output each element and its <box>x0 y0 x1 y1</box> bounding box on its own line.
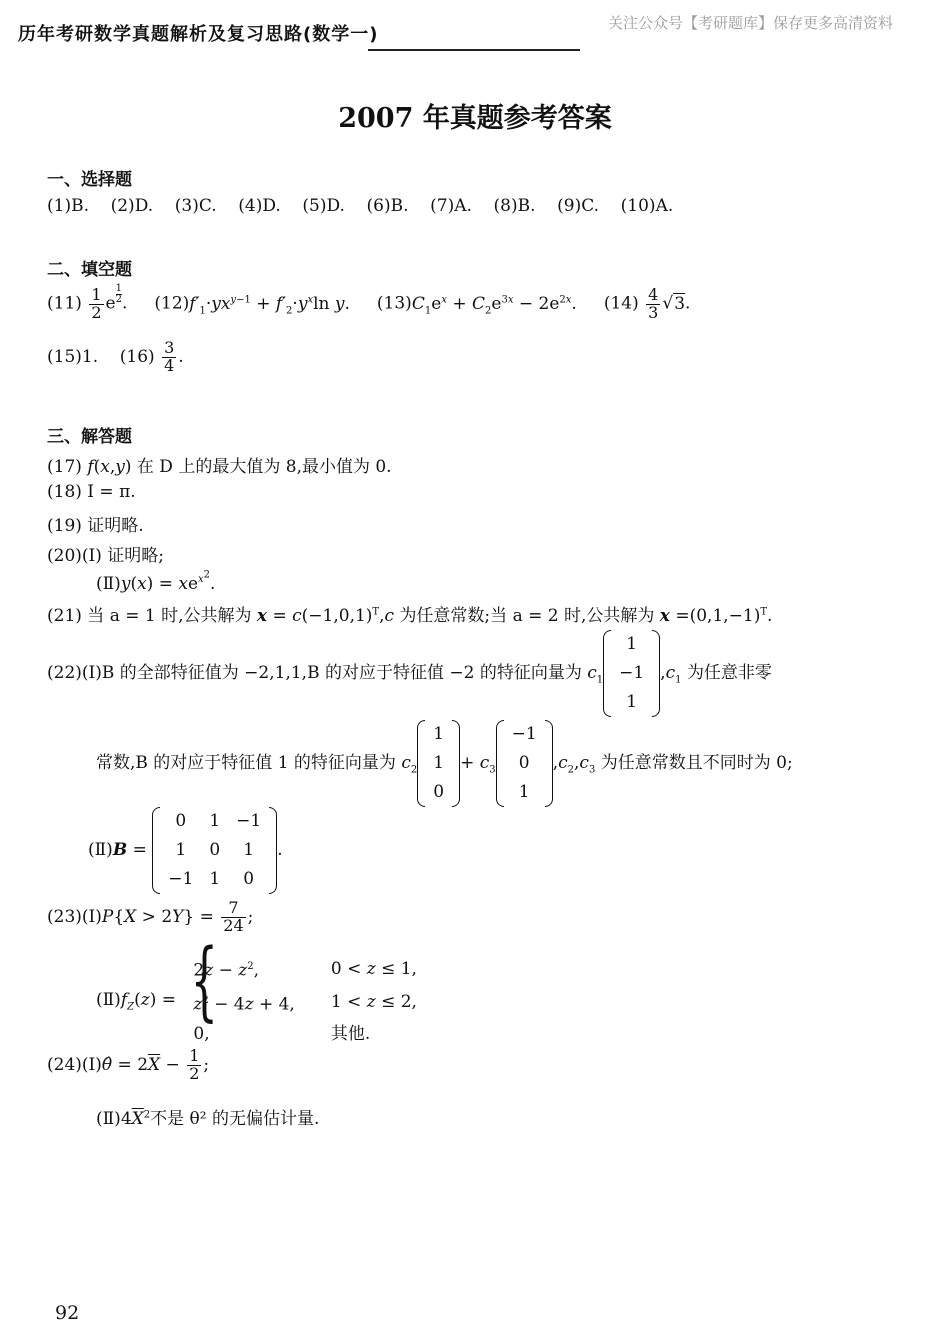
answer-6: (6)B. <box>366 196 409 216</box>
q24-fraction: $\frac{1}{2}$ <box>189 1046 200 1083</box>
answer-3: (3)C. <box>174 196 217 216</box>
page-title: 2007 年真题参考答案 <box>338 103 612 134</box>
answer-4: (4)D. <box>238 196 281 216</box>
section-heading-choice: 一、选择题 <box>47 170 132 190</box>
eigenvector-1: 1 −1 1 <box>603 630 660 717</box>
page-number: 92 <box>55 1302 80 1324</box>
q24b-answer: $(Ⅱ)4\overline{X}^2$不是 θ² 的无偏估计量. <box>96 1109 320 1129</box>
q22-matrix-line: (Ⅱ)B = 0 1 −1 1 0 1 −1 1 0 . <box>88 807 283 894</box>
q22-text-b: 为任意非零 <box>686 663 772 683</box>
q22-line-1: (22)(Ⅰ)B 的全部特征值为 −2,1,1,B 的对应于特征值 −2 的特征向量为 $c_1$ 1 −1 1 $,c_1$ 为任意非零 <box>47 630 772 717</box>
q12-answer: $f'_1\cdot yx^{y-1} + f'_2\cdot y^x\ln$ y. <box>189 293 350 317</box>
choice-answers <box>47 196 673 216</box>
q21-answer: (21) 当 a = 1 时,公共解为 $x = c(-1,0,1)^T,c$ 为任意常数;当 a = 2 时,公共解为 $x =(0,1,-1)^T$. <box>47 606 773 626</box>
q17-text: 在 D 上的最大值为 8,最小值为 0. <box>136 457 392 477</box>
q16-label: (16) <box>119 346 155 367</box>
q21-text-b: 为任意常数;当 a = 2 时,公共解为 <box>399 606 655 626</box>
answer-8: (8)B. <box>493 196 536 216</box>
q23-other: 其他. <box>330 1024 371 1045</box>
q18-answer: (18) I = π. <box>47 482 136 502</box>
watermark: 关注公众号【考研题库】保存更多高清资料 <box>608 14 894 32</box>
header-rule <box>368 49 580 51</box>
answer-2: (2)D. <box>110 196 154 216</box>
q23-piecewise: { $2z - z^2$, 0 < z ≤ 1, $z^2 - 4z + 4$, 1 < z ≤ 2, 0, 其他. <box>181 952 423 1049</box>
q23-label: (23) <box>47 906 82 927</box>
q16-fraction: $\frac{3}{4}$ <box>164 338 175 375</box>
q22-text-c: 常数,B 的对应于特征值 1 的特征向量为 <box>96 753 396 773</box>
section-heading-solve: 三、解答题 <box>47 427 132 447</box>
q21-text-a: (21) 当 a = 1 时,公共解为 <box>47 606 252 626</box>
book-title: 历年考研数学真题解析及复习思路(数学一) <box>18 24 379 45</box>
q20a-answer: (20)(Ⅰ) 证明略; <box>47 546 165 566</box>
answer-10: (10)A. <box>620 196 674 216</box>
q23a-answer: (23)(Ⅰ)P{X > 2Y} = $\frac{7}{24}$ ; <box>47 898 254 935</box>
q22-text-a: (22)(Ⅰ)B 的全部特征值为 −2,1,1,B 的对应于特征值 −2 的特征向量为 <box>47 663 582 683</box>
q23b-answer: $(Ⅱ)f_Z(z)$ = { $2z - z^2$, 0 < z ≤ 1, $z^2 - 4z + 4$, 1 < z ≤ 2, 0, 其他. <box>96 952 423 1049</box>
q20b-answer: (Ⅱ)y(x) = $xe^{x^2}$. <box>96 570 216 594</box>
q11-label: (11) <box>47 293 82 314</box>
q19-answer: (19) 证明略. <box>47 516 144 536</box>
eigenvector-2: 1 1 0 <box>417 720 460 807</box>
answer-5: (5)D. <box>302 196 345 216</box>
q22-line-2: 常数,B 的对应于特征值 1 的特征向量为 $c_2$ 1 1 0 + $c_3$ −1 0 1 $,c_2,c_3$ 为任意常数且不同时为 0; <box>96 720 793 807</box>
q12-label: (12) <box>154 293 190 314</box>
matrix-B: 0 1 −1 1 0 1 −1 1 0 <box>152 807 277 894</box>
q13-label: (13) <box>376 293 412 314</box>
q24b-text: 不是 θ² 的无偏估计量. <box>150 1109 320 1129</box>
q17-answer: (17) f(x,y) 在 D 上的最大值为 8,最小值为 0. <box>47 457 392 477</box>
q22-text-d: 为任意常数且不同时为 0; <box>600 753 793 773</box>
fill-row-2: (15)1. (16) $\frac{3}{4}$ . <box>47 338 184 375</box>
q15-answer: (15)1. <box>47 346 99 367</box>
answer-7: (7)A. <box>430 196 472 216</box>
eigenvector-3: −1 0 1 <box>496 720 553 807</box>
q11-fraction: $\frac{1}{2}$ <box>91 284 102 322</box>
q24-label: (24) <box>47 1054 82 1075</box>
answer-1: (1)B. <box>47 196 89 216</box>
q14-fraction: $\frac{4}{3}$ <box>648 284 659 322</box>
q24a-answer: (24)(Ⅰ)θ̂ = $2\overline{X}$ − $\frac{1}{2}$ ; <box>47 1046 210 1083</box>
fill-row-1: (11) $\frac{1}{2}$ e $\frac{1}{2}$ . $(12)f'_1\cdot yx^{y-1} + f'_2\cdot y^x\ln$ y. $(13)C_1e^x + C_2e^{3x} - 2e^{2x}$. (14) $\frac{4}{3}$ √3. <box>47 283 691 322</box>
section-heading-fill: 二、填空题 <box>47 260 132 280</box>
q14-label: (14) <box>603 293 639 314</box>
answer-9: (9)C. <box>557 196 600 216</box>
q23-fraction: $\frac{7}{24}$ <box>223 898 244 935</box>
q13-answer: $C_1e^x + C_2e^{3x} - 2e^{2x}$. <box>411 293 577 317</box>
